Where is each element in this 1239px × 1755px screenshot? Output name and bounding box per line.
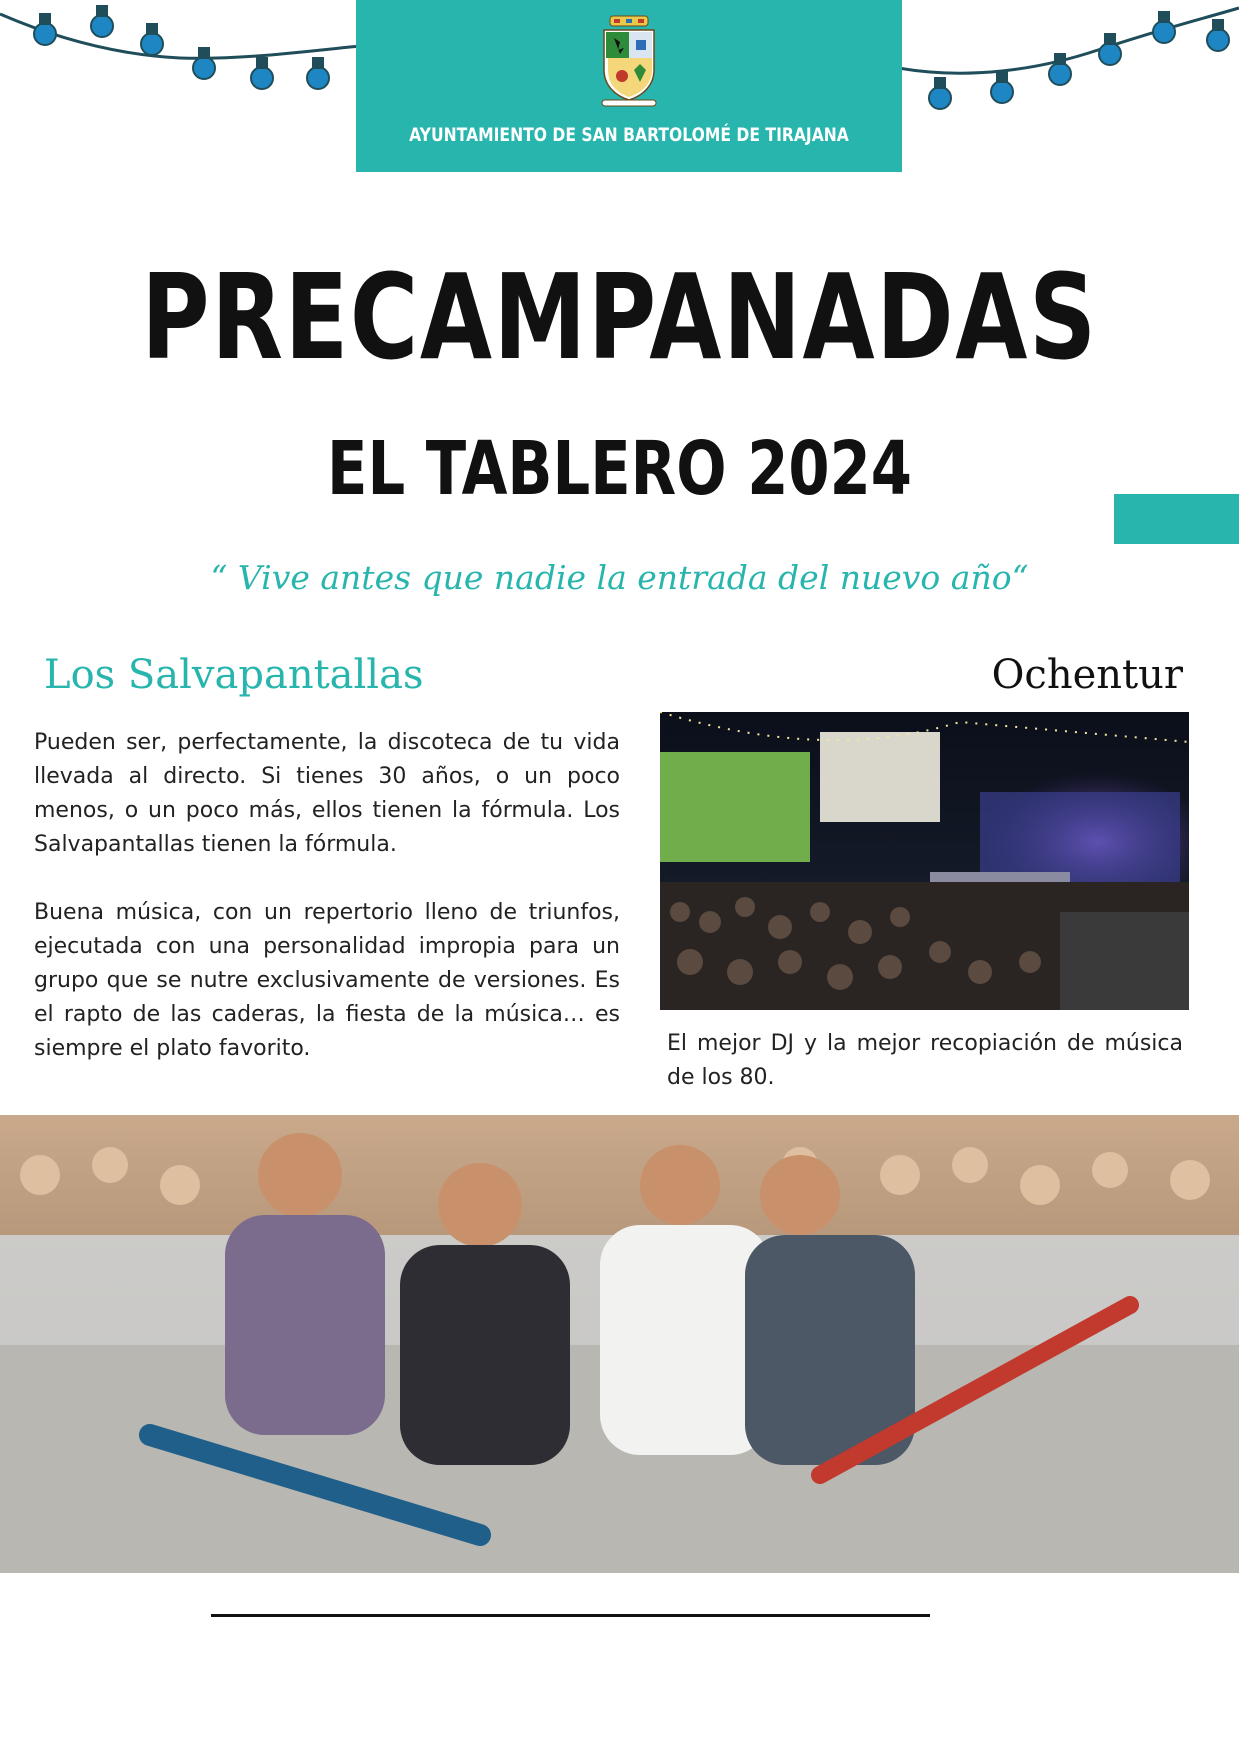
event-subtitle: EL TABLERO 2024	[327, 426, 912, 512]
band-paragraph-1: Pueden ser, perfectamente, la discoteca de tu vida llevada al directo. Si tienes 30 años, o un poco menos, o un poco más, ellos tienen la fórmula. Los Salvapantallas tienen la fórmula.	[34, 730, 620, 857]
band-paragraph-2: Buena música, con un repertorio lleno de triunfos, ejecutada con una personalidad impropia para un grupo que se nutre exclusivamente de versiones. Es el rapto de las caderas, la fiesta de la música… es siempre el plato favorito.	[34, 900, 620, 1061]
organization-name: AYUNTAMIENTO DE SAN BARTOLOMÉ DE TIRAJANA	[409, 124, 849, 146]
band-heading: Los Salvapantallas	[44, 652, 424, 698]
event-tagline: “ Vive antes que nadie la entrada del nuevo año“	[210, 558, 1029, 597]
band-description	[34, 726, 620, 1100]
accent-bar	[1114, 494, 1239, 544]
header-banner	[356, 0, 902, 172]
string-lights-right-icon	[898, 0, 1239, 110]
dj-concert-photo	[660, 712, 1189, 1010]
bottom-divider	[211, 1614, 930, 1617]
event-title: PRECAMPANADAS	[141, 248, 1098, 386]
band-stage-photo	[0, 1115, 1239, 1573]
municipal-coat-of-arms-icon	[596, 14, 662, 108]
dj-caption: El mejor DJ y la mejor recopiación de música de los 80.	[667, 1031, 1183, 1090]
dj-heading: Ochentur	[991, 652, 1183, 698]
string-lights-left-icon	[0, 0, 360, 110]
